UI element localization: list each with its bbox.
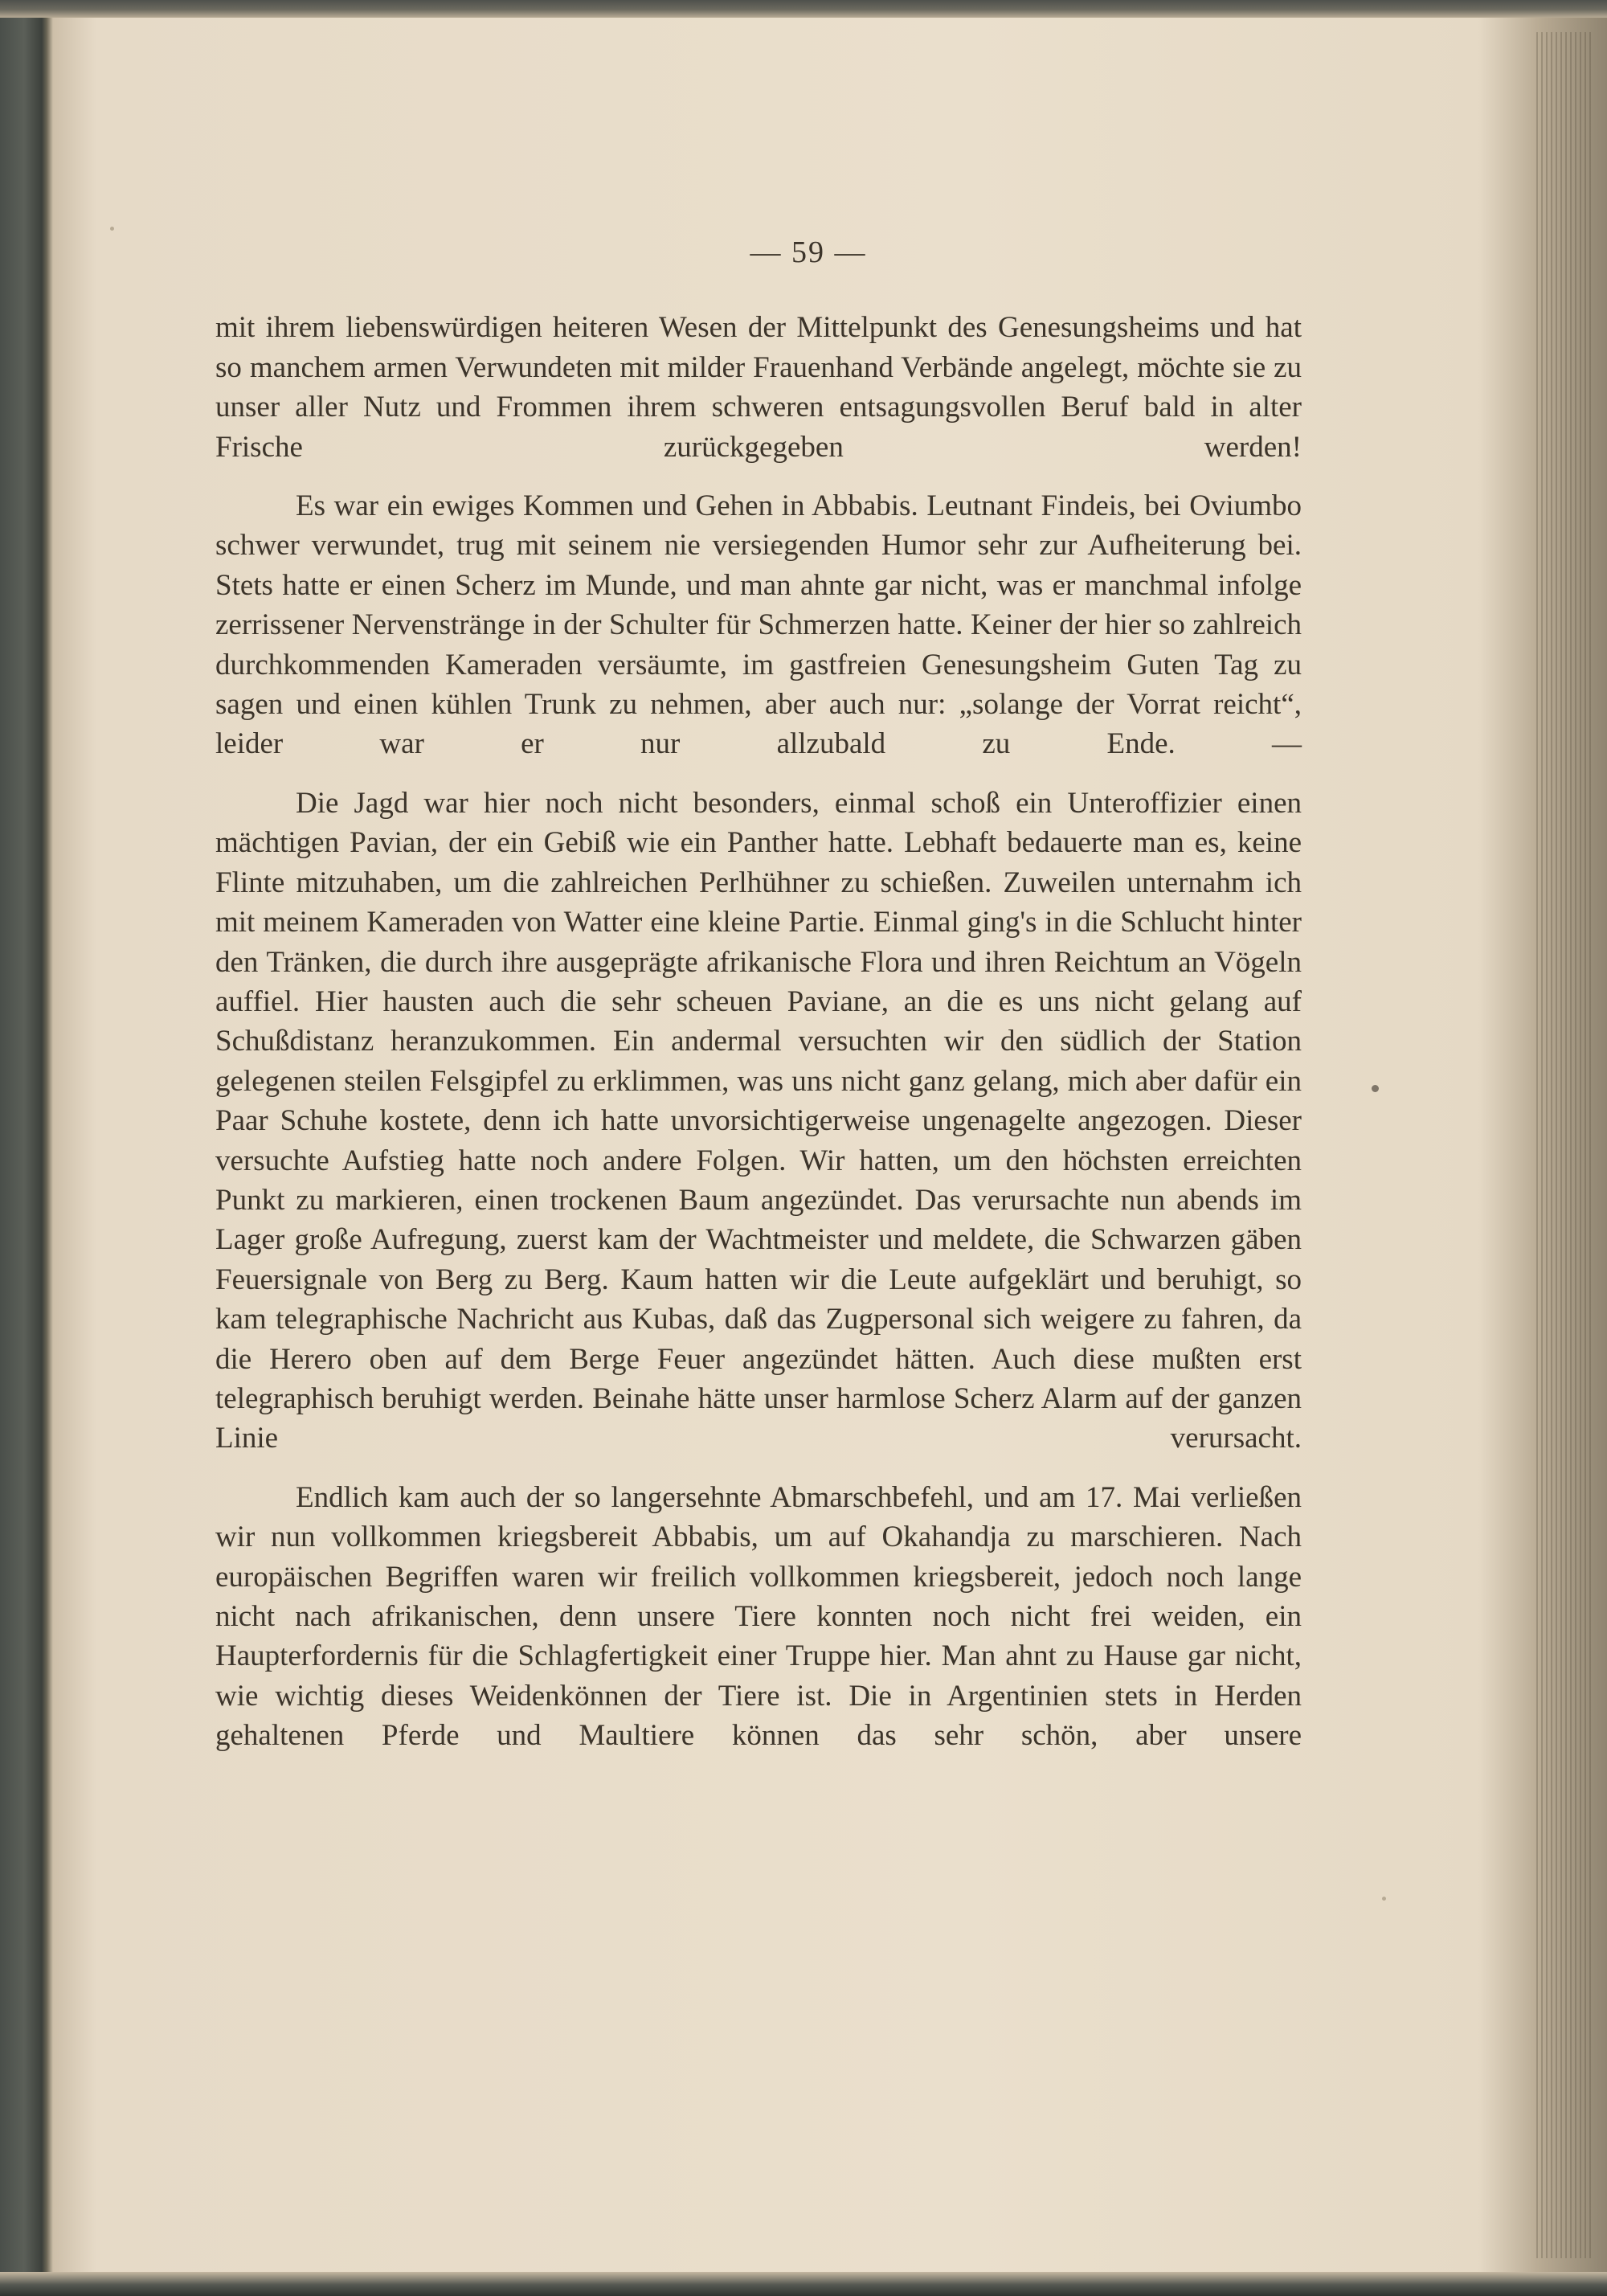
paragraph-3: Die Jagd war hier noch nicht besonders, einmal schoß ein Unteroffizier einen mächtigen Pavian, der ein Gebiß wie ein Panther hatte. Lebhaft bedauerte man es, keine Flinte mitzuhaben, um die zahlreichen Perlhühner zu schießen. Zuweilen unternahm ich mit meinem Kameraden von Watter eine kleine Partie. Einmal ging's in die Schlucht hinter den Tränken, die durch ihre ausgeprägte afrikanische Flora und ihren Reichtum an Vögeln auffiel. Hier hausten auch die sehr scheuen Paviane, an die es uns nicht gelang auf Schußdistanz heranzukommen. Ein andermal versuchten wir den südlich der Station gelegenen steilen Felsgipfel zu erklimmen, was uns nicht ganz gelang, mich aber dafür ein Paar Schuhe kostete, denn ich hatte unvorsichtigerweise ungenagelte angezogen. Dieser versuchte Aufstieg hatte noch andere Folgen. Wir hatten, um den höchsten erreichten Punkt zu markieren, einen trockenen Baum angezündet. Das verursachte nun abends im Lager große Aufregung, zuerst kam der Wachtmeister und meldete, die Schwarzen gäben Feuersignale von Berg zu Berg. Kaum hatten wir die Leute aufgeklärt und beruhigt, so kam telegraphische Nachricht aus Kubas, daß das Zugpersonal sich weigere zu fahren, da die Herero oben auf dem Berge Feuer angezündet hätten. Auch diese mußten erst telegraphisch beruhigt werden. Beinahe hätte unser harmlose Scherz Alarm auf der ganzen Linie verursacht. (215, 786, 1302, 1455)
paper-speck (110, 227, 114, 231)
ink-dot-mark (1372, 1085, 1379, 1092)
paragraph-1: mit ihrem liebenswürdigen heiteren Wesen der Mittelpunkt des Genesungsheims und hat so manchem armen Verwundeten mit milder Frauenhand Verbände angelegt, möchte sie zu unser aller Nutz und Frommen ihrem schweren entsagungsvollen Beruf bald in alter Frische zurückgegeben werden! (215, 311, 1302, 464)
paragraph-4: Endlich kam auch der so langersehnte Abmarschbefehl, und am 17. Mai verließen wir nun vollkommen kriegsbereit Abbabis, um auf Okahandja zu marschieren. Nach europäischen Begriffen waren wir freilich vollkommen kriegsbereit, jedoch noch lange nicht nach afrikanischen, denn unsere Tiere konnten noch nicht frei weiden, ein Haupterfordernis für die Schlagfertigkeit einer Truppe hier. Man ahnt zu Hause gar nicht, wie wichtig dieses Weidenkönnen der Tiere ist. Die in Argentinien stets in Herden gehaltenen Pferde und Maultiere können das sehr schön, aber unsere (215, 1480, 1302, 1753)
page-edge-stack (1536, 32, 1593, 2258)
paper-speck (1382, 1897, 1386, 1901)
paragraph-2: Es war ein ewiges Kommen und Gehen in Abbabis. Leutnant Findeis, bei Oviumbo schwer verwundet, trug mit seinem nie versiegenden Humor sehr zur Aufheiterung bei. Stets hatte er einen Scherz im Munde, und man ahnte gar nicht, was er manchmal infolge zerrissener Nervenstränge in der Schulter für Schmerzen hatte. Keiner der hier so zahlreich durchkommenden Kameraden versäumte, im gastfreien Genesungsheim Guten Tag zu sagen und einen kühlen Trunk zu nehmen, aber auch nur: „solange der Vorrat reicht“, leider war er nur allzubald zu Ende. — (215, 489, 1302, 761)
book-page (215, 233, 1302, 1775)
page-number: — 59 — (750, 235, 867, 269)
